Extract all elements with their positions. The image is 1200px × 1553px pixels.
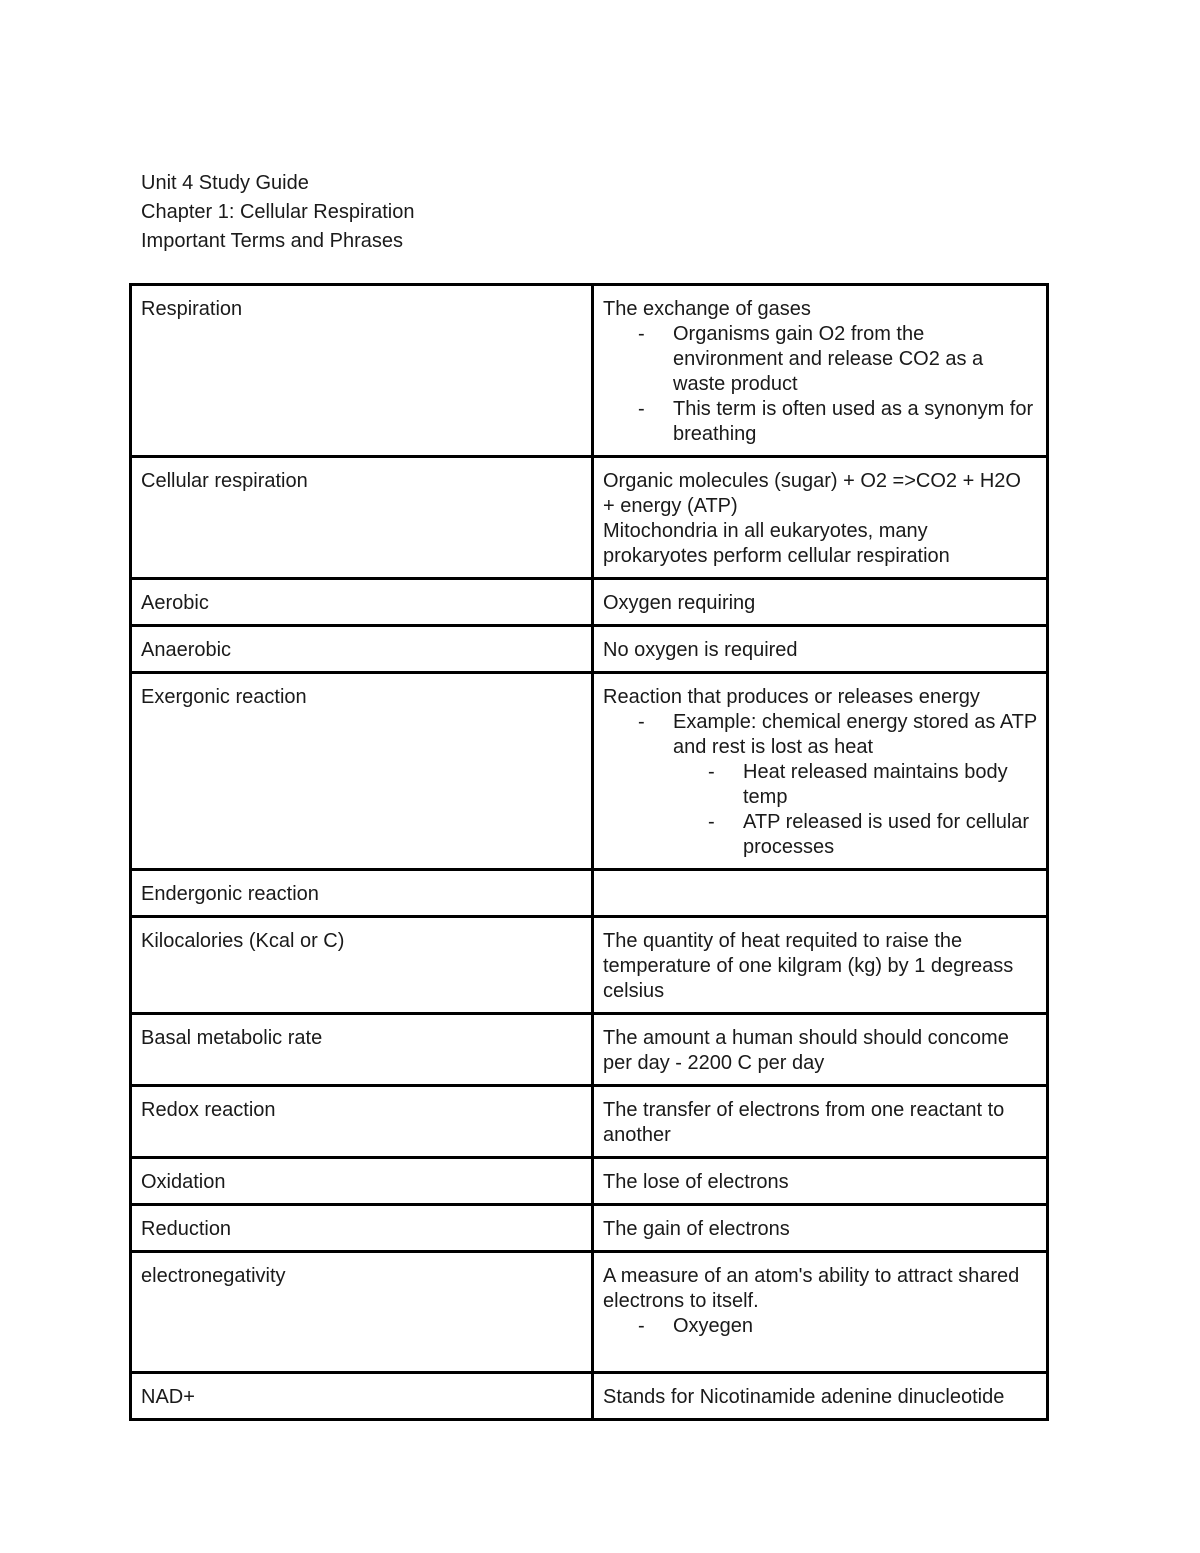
document-header — [141, 169, 414, 256]
document-title: Unit 4 Study Guide — [141, 172, 309, 194]
sub-bullet-item: - Heat released maintains body temp — [708, 760, 1037, 810]
definition-text: Reaction that produces or releases energy — [603, 686, 980, 708]
table-row — [131, 1086, 1048, 1158]
term-cell: Respiration — [131, 285, 593, 457]
term-cell: Endergonic reaction — [131, 870, 593, 917]
definition-cell: Oxygen requiring — [593, 579, 1048, 626]
section-subtitle: Important Terms and Phrases — [141, 230, 403, 252]
definition-cell: The quantity of heat requited to raise the temperature of one kilgram (kg) by 1 degreass celsius — [593, 917, 1048, 1014]
definition-text: Mitochondria in all eukaryotes, many prokaryotes perform cellular respiration — [603, 520, 950, 567]
definition-cell — [593, 457, 1048, 579]
term-cell: Cellular respiration — [131, 457, 593, 579]
bullet-list — [603, 322, 1037, 447]
definition-cell: The amount a human should should concome per day - 2200 C per day — [593, 1014, 1048, 1086]
table-row — [131, 917, 1048, 1014]
bullet-item: - Oxyegen — [638, 1314, 1037, 1339]
term-cell: Kilocalories (Kcal or C) — [131, 917, 593, 1014]
definition-cell: Stands for Nicotinamide adenine dinucleotide — [593, 1373, 1048, 1420]
term-cell: Oxidation — [131, 1158, 593, 1205]
term-cell: Exergonic reaction — [131, 673, 593, 870]
table-row — [131, 285, 1048, 457]
definition-cell — [593, 1252, 1048, 1373]
definition-cell — [593, 870, 1048, 917]
terms-table — [129, 283, 1049, 1421]
definition-cell: No oxygen is required — [593, 626, 1048, 673]
bullet-list — [603, 710, 1037, 860]
term-cell: NAD+ — [131, 1373, 593, 1420]
definition-text: Organic molecules (sugar) + O2 =>CO2 + H2O + energy (ATP) — [603, 470, 1021, 517]
term-cell: electronegativity — [131, 1252, 593, 1373]
definition-text: A measure of an atom's ability to attract shared electrons to itself. — [603, 1265, 1020, 1312]
bullet-text: Example: chemical energy stored as ATP and rest is lost as heat — [673, 711, 1037, 758]
definition-cell: The gain of electrons — [593, 1205, 1048, 1252]
term-cell: Redox reaction — [131, 1086, 593, 1158]
definition-cell: The lose of electrons — [593, 1158, 1048, 1205]
definition-cell — [593, 285, 1048, 457]
definition-text: The exchange of gases — [603, 298, 811, 320]
sub-bullet-list — [673, 760, 1037, 860]
term-cell: Aerobic — [131, 579, 593, 626]
definition-cell — [593, 673, 1048, 870]
term-cell: Basal metabolic rate — [131, 1014, 593, 1086]
term-cell: Anaerobic — [131, 626, 593, 673]
table-row — [131, 1014, 1048, 1086]
table-row — [131, 1252, 1048, 1373]
table-row — [131, 1205, 1048, 1252]
table-row — [131, 870, 1048, 917]
sub-bullet-item: - ATP released is used for cellular processes — [708, 810, 1037, 860]
table-row — [131, 673, 1048, 870]
chapter-title: Chapter 1: Cellular Respiration — [141, 201, 415, 223]
table-row — [131, 626, 1048, 673]
term-cell: Reduction — [131, 1205, 593, 1252]
table-row — [131, 579, 1048, 626]
bullet-item — [638, 710, 1037, 860]
definition-cell: The transfer of electrons from one reactant to another — [593, 1086, 1048, 1158]
bullet-item: - Organisms gain O2 from the environment and release CO2 as a waste product — [638, 322, 1037, 397]
bullet-list — [603, 1314, 1037, 1339]
bullet-item: - This term is often used as a synonym for breathing — [638, 397, 1037, 447]
table-row — [131, 1373, 1048, 1420]
table-row — [131, 1158, 1048, 1205]
table-row — [131, 457, 1048, 579]
